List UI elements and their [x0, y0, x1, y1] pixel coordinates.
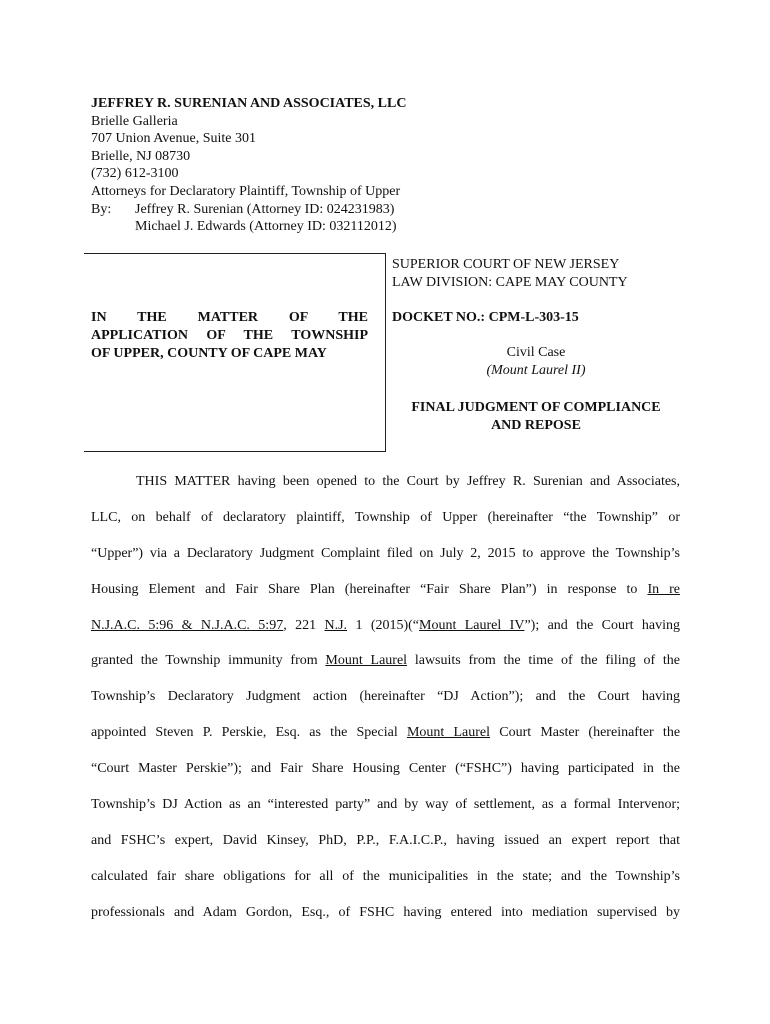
- attorney-name: Michael J. Edwards (Attorney ID: 032112012): [135, 219, 397, 235]
- address-line: Brielle, NJ 08730: [91, 148, 191, 164]
- body-paragraph: [91, 464, 680, 931]
- body-line: Township’s Declaratory Judgment action (hereinafter “DJ Action”); and the Court having: [91, 689, 680, 705]
- caption-line: IN THE MATTER OF THE: [91, 310, 368, 325]
- body-line: THIS MATTER having been opened to the Court by Jeffrey R. Surenian and Associates,: [136, 474, 680, 489]
- attorney-header: [91, 95, 406, 236]
- title-line: FINAL JUDGMENT OF COMPLIANCE: [411, 400, 661, 415]
- citation-text: Mount Laurel IV: [419, 617, 525, 633]
- firm-name: JEFFREY R. SURENIAN AND ASSOCIATES, LLC: [91, 96, 407, 111]
- body-line: “Court Master Perskie”); and Fair Share Housing Center (“FSHC”) having participated in the: [91, 761, 680, 777]
- court-name: [392, 256, 628, 291]
- attorney-name: Jeffrey R. Surenian (Attorney ID: 024231983): [135, 201, 395, 217]
- case-caption-box: [84, 253, 386, 452]
- case-type-label: Civil Case: [506, 345, 566, 360]
- citation-text: N.J.: [324, 617, 348, 633]
- text-run: Court Master (hereinafter the: [499, 725, 681, 741]
- caption-line: OF UPPER, COUNTY OF CAPE MAY: [91, 346, 327, 361]
- docket-number: DOCKET NO.: CPM-L-303-15: [392, 310, 579, 325]
- text-run: 1 (2015)(“: [355, 617, 420, 633]
- by-label: By:: [91, 201, 112, 217]
- body-line: calculated fair share obligations for all of the municipalities in the state; and the Township’s: [91, 868, 680, 884]
- text-run: appointed Steven P. Perskie, Esq. as the Special: [91, 725, 398, 741]
- citation-text: N.J.A.C. 5:96 & N.J.A.C. 5:97: [91, 617, 284, 633]
- document-title: [392, 399, 680, 435]
- attorney-names: [135, 201, 397, 236]
- address-line: Brielle Galleria: [91, 113, 178, 129]
- body-line: [91, 643, 680, 679]
- text-run: , 221: [283, 617, 317, 633]
- body-line: and FSHC’s expert, David Kinsey, PhD, P.P., F.A.I.C.P., having issued an expert report that: [91, 832, 680, 848]
- case-caption: [91, 309, 368, 363]
- citation-text: Mount Laurel: [325, 653, 408, 669]
- body-line: [91, 608, 680, 644]
- body-line: LLC, on behalf of declaratory plaintiff, Township of Upper (hereinafter “the Township” or: [91, 509, 680, 525]
- case-citation: In re: [647, 581, 681, 597]
- attorney-role: Attorneys for Declaratory Plaintiff, Township of Upper: [91, 183, 401, 199]
- citation-text: Mount Laurel: [406, 725, 491, 741]
- body-line: [91, 715, 680, 751]
- text-run: ”); and the Court having: [524, 617, 681, 633]
- address-line: 707 Union Avenue, Suite 301: [91, 131, 257, 147]
- text-run: lawsuits from the time of the filing of the: [414, 653, 681, 669]
- text-run: granted the Township immunity from: [91, 653, 318, 669]
- body-line: professionals and Adam Gordon, Esq., of FSHC having entered into mediation supervised by: [91, 904, 680, 920]
- caption-line: APPLICATION OF THE TOWNSHIP: [91, 328, 368, 343]
- court-line: SUPERIOR COURT OF NEW JERSEY: [392, 257, 620, 272]
- case-subtype: (Mount Laurel II): [486, 363, 586, 378]
- court-line: LAW DIVISION: CAPE MAY COUNTY: [392, 274, 628, 290]
- body-line: [91, 572, 680, 608]
- phone-number: (732) 612-3100: [91, 166, 179, 182]
- by-row: [91, 201, 406, 236]
- text-run: Housing Element and Fair Share Plan (hereinafter “Fair Share Plan”) in response to: [91, 581, 638, 597]
- case-type: [392, 344, 680, 380]
- title-line: AND REPOSE: [491, 418, 581, 433]
- body-line: Township’s DJ Action as an “interested party” and by way of settlement, as a formal Intervenor;: [91, 797, 680, 813]
- body-line: “Upper”) via a Declaratory Judgment Complaint filed on July 2, 2015 to approve the Township’s: [91, 545, 680, 561]
